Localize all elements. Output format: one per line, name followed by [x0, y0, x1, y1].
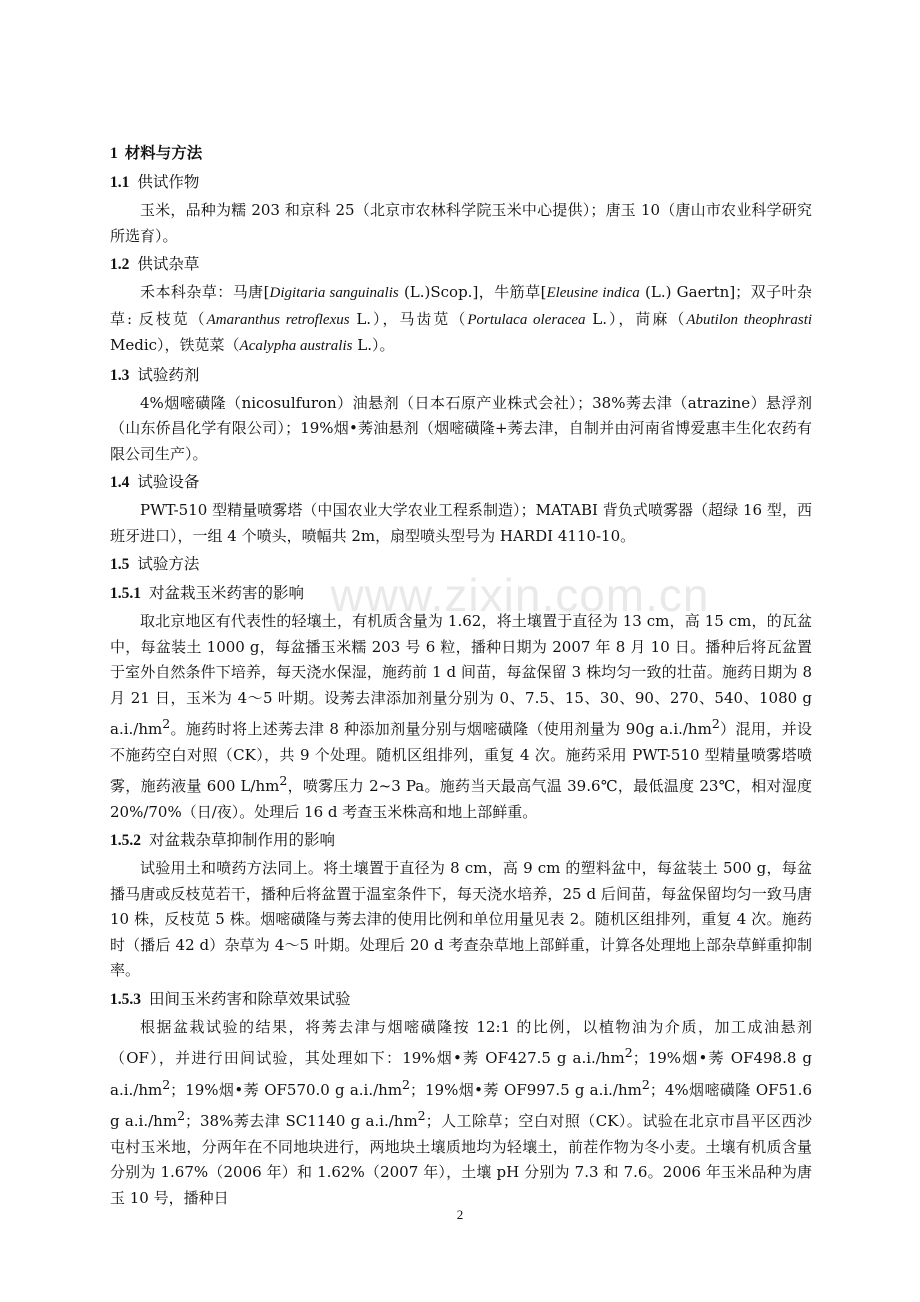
text-run: 。施药时将上述莠去津 8 种添加剂量分别与烟嘧磺隆（使用剂量为 90g a.i./hm [170, 720, 712, 738]
subsection-heading-1-5-1 [110, 579, 812, 608]
text-run: (L.) Gaertn]；双子叶杂草: 反枝苋（ [110, 283, 813, 328]
section-title: 田间玉米药害和除草效果试验 [149, 989, 351, 1008]
superscript: 2 [417, 1108, 426, 1123]
superscript: 2 [641, 1076, 650, 1092]
text-run: ；19%烟•莠 OF570.0 g a.i./hm [170, 1080, 403, 1099]
subsection-heading-1-5-2 [110, 826, 812, 855]
superscript: 2 [624, 1045, 633, 1060]
text-run: L.）。 [352, 336, 395, 354]
section-number: 1.4 [110, 474, 130, 491]
superscript: 2 [177, 1108, 186, 1123]
subsection-heading-1-3 [110, 361, 812, 390]
text-run: ）混用，并设不施药空白对照（CK），共 9 个处理。随机区组排列，重复 4 次。施药采用 PWT-510 型精量喷雾塔喷雾，施药液量 600 L/hm [110, 720, 812, 795]
paragraph-test-crops: 玉米，品种为糯 203 和京科 25（北京市农林科学院玉米中心提供）；唐玉 10（唐山市农业科学研究所选育）。 [110, 201, 812, 245]
text-run: ，喷雾压力 2~3 Pa。施药当天最高气温 39.6℃，最低温度 23℃，相对湿度 20%/70%（日/夜）。处理后 16 d 考查玉米株高和地上部鲜重。 [110, 777, 812, 821]
section-title: 对盆栽玉米药害的影响 [149, 584, 305, 602]
text-run: ；38%莠去津 SC1140 g a.i./hm [185, 1112, 418, 1130]
paragraph-test-chemicals: 4%烟嘧磺隆（nicosulfuron）油悬剂（日本石原产业株式会社）；38%莠去津（atrazine）悬浮剂（山东侨昌化学有限公司）；19%烟•莠油悬剂（烟嘧磺隆+莠去津，自制并由河南省博爱惠丰生化农药有限公司生产）。 [110, 393, 812, 463]
subsection-heading-1-5 [110, 550, 812, 579]
section-number: 1.5 [110, 556, 130, 573]
section-number: 1.2 [110, 256, 130, 273]
species-name: Amaranthus retroflexus [206, 311, 350, 328]
subsection-heading-1-2 [110, 250, 812, 279]
section-title: 供试杂草 [137, 255, 200, 273]
text-run: 根据盆栽试验的结果，将莠去津与烟嘧磺隆按 12:1 的比例，以植物油为介质，加工成油悬剂（OF），并进行田间试验，其处理如下：19%烟•莠 OF427.5 g a.i./hm [110, 1017, 812, 1067]
text-run: 取北京地区有代表性的轻壤土，有机质含量为 1.62，将土壤置于直径为 13 cm，高 15 cm，的瓦盆中，每盆装土 1000 g，每盆播玉米糯 203 号 6 粒，播种日期为 2007 年 8 月 10 日。播种后将瓦盆置于室外自然条件下培养，每天浇水保湿，施药前 1 d 间苗，每盆保留 3 株均匀一致的壮苗。施药日期为 8 月 21 日，玉米为 4～5 叶期。设莠去津添加剂量分别为 0、7.5、15、30、90、270、540、1080 g a.i./hm [110, 612, 812, 738]
paragraph-test-equipment: PWT-510 型精量喷雾塔（中国农业大学农业工程系制造）；MATABI 背负式喷雾器（超绿 16 型，西班牙进口），一组 4 个喷头，喷幅共 2m，扇型喷头型号为 HARDI 4110-10。 [110, 501, 812, 545]
text-run: (L.)Scop.]，牛筋草[ [398, 283, 547, 301]
section-title: 对盆栽杂草抑制作用的影响 [149, 831, 336, 849]
paragraph-field-trial [110, 1015, 812, 1212]
text-run: ；人工除草；空白对照（CK）。试验在北京市昌平区西沙屯村玉米地，分两年在不同地块进行，两地块土壤质地均为轻壤土，前茬作物为冬小麦。土壤有机质含量分别为 1.67%（2006 年）和 1.62%（2007 年），土壤 pH 分别为 7.3 和 7.6。2006 年玉米品种为唐玉 10 号，播种日 [110, 1112, 813, 1207]
paragraph-test-weeds [110, 280, 812, 360]
watermark: www.zixin.com.cn [330, 569, 710, 621]
species-name: Acalypha australis [239, 338, 353, 354]
text-run: ；19%烟•莠 OF997.5 g a.i./hm [410, 1080, 642, 1099]
species-name: Eleusine indica [546, 285, 640, 301]
subsection-heading-1-1 [110, 168, 812, 197]
section-title: 供试作物 [137, 173, 200, 191]
section-number: 1.5.3 [110, 990, 141, 1008]
species-name: Digitaria sanguinalis [269, 285, 399, 301]
document-body [110, 139, 812, 1211]
section-heading-1 [110, 139, 812, 168]
superscript: 2 [279, 773, 288, 788]
superscript: 2 [711, 716, 720, 731]
section-number: 1.5.1 [110, 585, 141, 602]
section-number: 1.3 [110, 366, 130, 384]
section-title: 试验设备 [137, 473, 200, 491]
text-run: ；4%烟嘧磺隆 OF51.6 g a.i./hm [110, 1080, 812, 1130]
section-title: 试验方法 [137, 555, 200, 573]
superscript: 2 [402, 1076, 410, 1092]
subsection-heading-1-5-3 [110, 985, 812, 1014]
section-title: 试验药剂 [137, 365, 200, 384]
section-number: 1.5.2 [110, 832, 141, 849]
section-number: 1.1 [110, 174, 130, 191]
subsection-heading-1-4 [110, 468, 812, 497]
text-run: L.），苘麻（ [585, 309, 687, 328]
paragraph-pot-weed-inhibition: 试验用土和喷药方法同上。将土壤置于直径为 8 cm，高 9 cm 的塑料盆中，每盆装土 500 g，每盆播马唐或反枝苋若干，播种后将盆置于温室条件下，每天浇水培养，25 d 后间苗，每盆保留均匀一致马唐 10 株，反枝苋 5 株。烟嘧磺隆与莠去津的使用比例和单位用量见表 2。随机区组排列，重复 4 次。施药时（播后 42 d）杂草为 4～5 叶期。处理后 20 d 考查杂草地上部鲜重，计算各处理地上部杂草鲜重抑制率。 [110, 859, 812, 979]
species-name: Portulaca oleracea [467, 311, 586, 328]
superscript: 2 [162, 716, 171, 731]
section-number: 1 [110, 145, 118, 162]
page-number: 2 [456, 1207, 464, 1222]
text-run: Medic），铁苋菜（ [110, 336, 240, 354]
superscript: 2 [162, 1076, 171, 1092]
text-run: ；19%烟•莠 OF498.8 g a.i./hm [110, 1049, 812, 1099]
section-title: 材料与方法 [124, 143, 203, 162]
paragraph-pot-maize-injury [110, 609, 812, 825]
text-run: L.），马齿苋（ [349, 309, 468, 328]
text-run: 禾本科杂草：马唐[ [140, 283, 270, 301]
species-name: Abutilon theophrasti [686, 311, 813, 328]
